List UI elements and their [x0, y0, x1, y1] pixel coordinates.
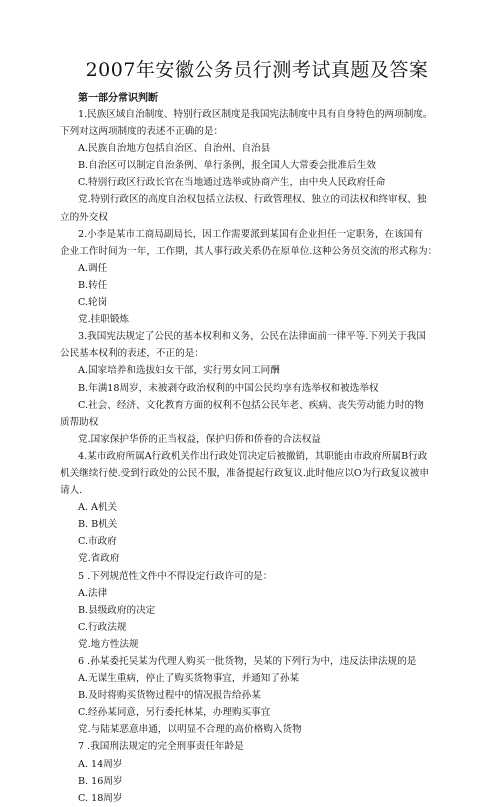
text-line: B.县级政府的决定	[78, 604, 156, 616]
text-line: A. A机关	[78, 502, 118, 514]
text-line: 党.省政府	[78, 553, 120, 565]
text-line: C.社会、经济、文化教育方面的权利不包括公民年老、疾病、丧失劳动能力时的物	[78, 399, 424, 411]
text-line: B.及时将购买货物过程中的情况报告给孙某	[78, 690, 261, 702]
text-line: C.轮岗	[78, 297, 108, 309]
text-line: A.调任	[78, 262, 108, 274]
text-line: 质帮助权	[60, 416, 99, 428]
text-line: B.转任	[78, 279, 108, 291]
text-line: 党.地方性法规	[78, 638, 139, 650]
text-line: A.无谋生重病，停止了购买货物事宜，并通知了孙某	[78, 673, 300, 685]
page-title: 2007年安徽公务员行测考试真题及答案	[85, 59, 429, 81]
text-line: 2.小李是某市工商局副局长，因工作需要派到某国有企业担任一定职务，在该国有	[78, 228, 423, 240]
text-line: 3.我国宪法规定了公民的基本权利和义务，公民在法律面前一律平等.下列关于我国	[78, 331, 426, 343]
document-body	[60, 106, 454, 807]
section-heading: 第一部分常识判断	[78, 93, 158, 104]
text-line: A. 14周岁	[78, 758, 123, 770]
text-line: 7 .我国刑法规定的完全刑事责任年龄是	[78, 741, 244, 753]
text-line: 党.特别行政区的高度自治权包括立法权、行政管理权、独立的司法权和终审权、独	[78, 194, 427, 206]
text-line: C.市政府	[78, 536, 117, 548]
text-line: A.法律	[78, 587, 108, 599]
text-line: A.民族自治地方包括自治区、自治州、自治县	[78, 143, 271, 155]
text-line: 1.民族区域自治制度、特别行政区制度是我国宪法制度中具有自身特色的两项制度。	[78, 109, 433, 120]
text-line: 下列对这两项制度的表述不正确的是：	[60, 126, 224, 138]
text-line: B.年满18周岁，未被剥夺政治权利的中国公民均享有选举权和被选举权	[78, 382, 379, 394]
text-line: 请人.	[60, 485, 83, 497]
text-line: C. 18周岁	[78, 792, 123, 804]
text-line: B. 16周岁	[78, 775, 123, 787]
text-line: B.自治区可以制定自治条例、单行条例，报全国人大常委会批准后生效	[78, 160, 376, 172]
text-line: 企业工作时间为一年，工作期，其人事行政关系仍在原单位.这种公务员交流的形式称为：	[60, 245, 438, 257]
text-line: 4.某市政府所属A行政机关作出行政处罚决定后被撤销，其职能由市政府所属B行政	[78, 450, 428, 462]
text-line: C.经孙某同意，另行委托林某，办理购买事宜	[78, 707, 271, 719]
text-line: C.行政法规	[78, 621, 127, 633]
text-line: 党.与陆某恶意串通，以明显不合理的高价格购入货物	[78, 724, 302, 736]
text-line: 党.国家保护华侨的正当权益，保护归侨和侨眷的合法权益	[78, 433, 321, 445]
text-line: 6 .孙某委托吴某为代理人购买一批货物，吴某的下列行为中，违反法律法规的是	[78, 656, 417, 667]
text-line: 公民基本权利的表述，不正的是：	[60, 348, 204, 360]
text-line: 5 .下列规范性文件中不得设定行政许可的是：	[78, 570, 273, 582]
text-line: A.国家培养和选拔妇女干部，实行男女同工同酬	[78, 365, 280, 377]
text-line: B. B机关	[78, 519, 118, 531]
text-line: C.特别行政区行政长官在当地通过选举或协商产生，由中央人民政府任命	[78, 177, 386, 189]
text-line: 立的外交权	[60, 211, 108, 223]
text-line: 党.挂职锻炼	[78, 314, 130, 326]
text-line: 机关继续行使.受到行政处的公民不服，准备提起行政复议.此时他应以O为行政复议被申	[60, 467, 429, 479]
